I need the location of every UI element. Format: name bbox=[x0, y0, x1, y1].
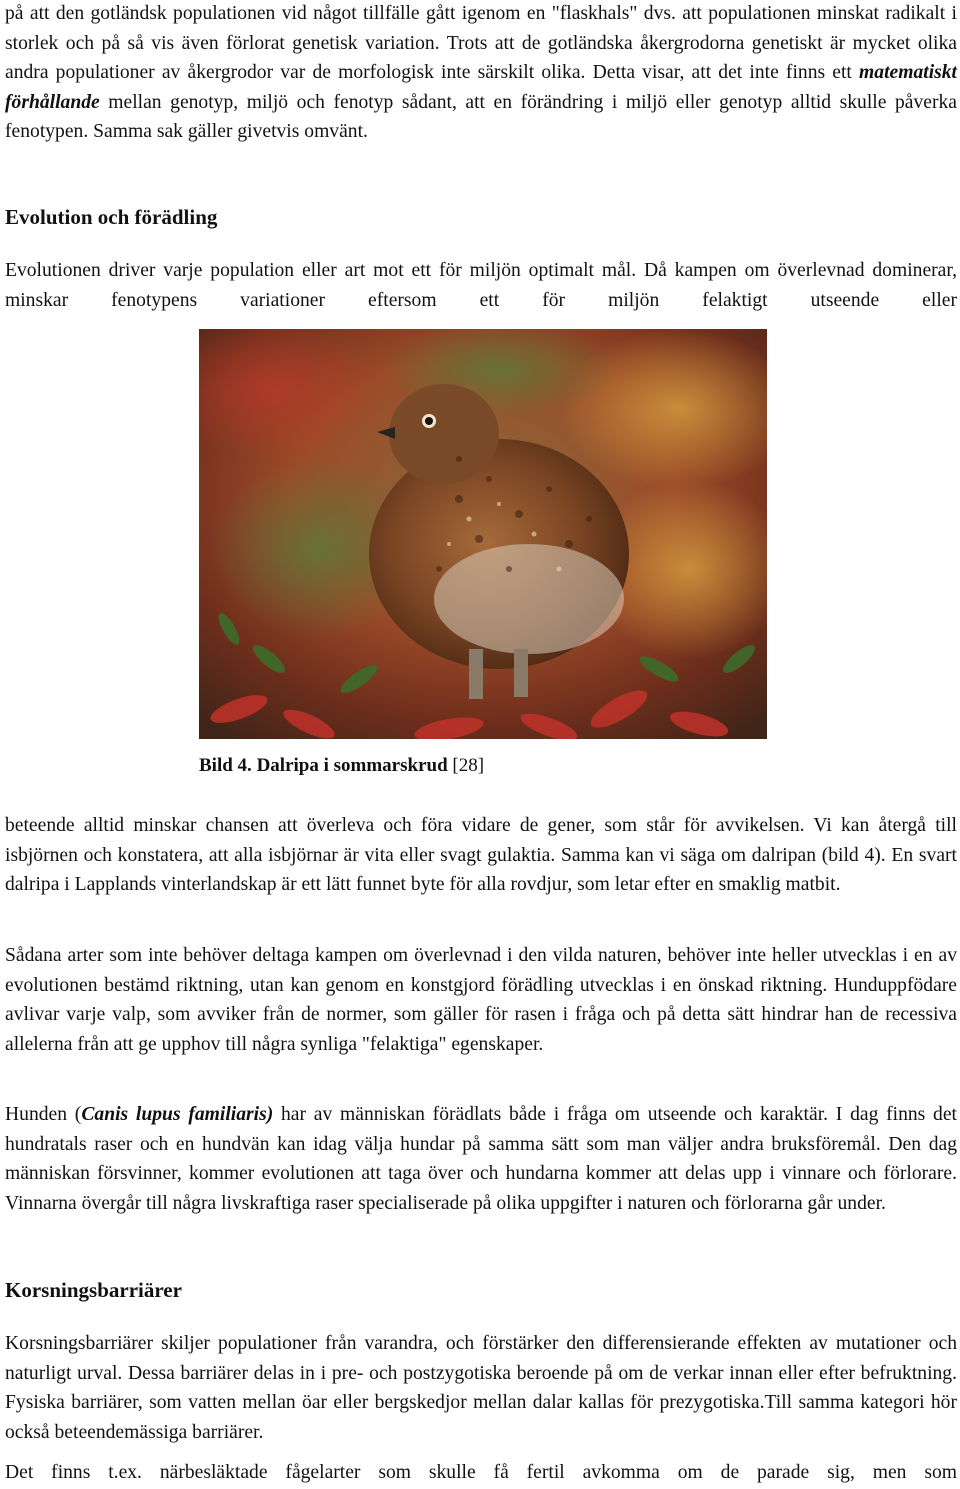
ptarmigan-photo-icon bbox=[199, 329, 767, 739]
hunden-latin-name: Canis lupus familiaris) bbox=[81, 1104, 274, 1125]
heading-evolution: Evolution och förädling bbox=[5, 205, 218, 229]
figure-caption bbox=[199, 753, 484, 779]
heading-korsningsbarriarer: Korsningsbarriärer bbox=[5, 1278, 182, 1302]
caption-label: Bild 4. bbox=[199, 755, 252, 776]
evolution-paragraph-continued: beteende alltid minskar chansen att överleva och föra vidare de gener, som står för avvikelsen. Vi kan återgå till isbjörnen och konstatera, att alla isbjörnar är vita eller svagt gulaktia. Samma kan vi säga om dalripan (bild 4). En svart dalripa i Lapplands vinterlandskap är ett lätt funnet byte för alla rovdjur, som letar efter en smaklig matbit. bbox=[5, 815, 957, 895]
final-line-paragraph: Det finns t.ex. närbesläktade fågelarter som skulle få fertil avkomma om de parade sig, men som bbox=[5, 1462, 957, 1483]
intro-emphasis: matematiskt förhållande bbox=[5, 62, 957, 113]
korsning-paragraph: Korsningsbarriärer skiljer populationer från varandra, och förstärker den differensierande effekten av mutationer och naturligt urval. Dessa barriärer delas in i pre- och postzygotiska beroende på om de verkar innan eller efter befruktning. Fysiska barriärer, som vatten mellan öar eller bergskedjor mellan dalar kallas för prezygotiska.Till samma kategori hör också beteendemässiga barriärer. bbox=[5, 1333, 957, 1443]
sadana-paragraph: Sådana arter som inte behöver deltaga kampen om överlevnad i den vilda naturen, behöver inte heller utvecklas i en av evolutionen bestämd riktning, utan kan genom en konstgjord förädling utvecklas i en önskad riktning. Hunduppfödare avlivar varje valp, som avviker från de normer, som gäller för rasen i fråga och på detta sätt hindrar han de recessiva allelerna från att ge upphov till några synliga "felaktiga" egenskaper. bbox=[5, 945, 957, 1055]
caption-reference: [28] bbox=[452, 755, 485, 776]
caption-text: Dalripa i sommarskrud bbox=[256, 755, 448, 776]
intro-paragraph bbox=[5, 0, 957, 147]
hunden-text-after: har av människan förädlats både i fråga om utseende och karaktär. I dag finns det hundratals raser och en hundvän kan idag välja hundar på samma sätt som man väljer andra bruksföremål. Den dag människan försvinner, kommer evolutionen att taga över och hundarna kommer att delas upp i vinnare och förlorare. Vinnarna övergår till några livskraftiga raser specialiserade på olika uppgifter i naturen och förlorarna går under. bbox=[5, 1104, 957, 1214]
intro-text-after: mellan genotyp, miljö och fenotyp sådant, att en förändring i miljö eller genotyp alltid skulle påverka fenotypen. Samma sak gäller givetvis omvänt. bbox=[5, 91, 957, 142]
figure-ptarmigan bbox=[199, 329, 767, 739]
evolution-paragraph-start: Evolutionen driver varje population eller art mot ett för miljön optimalt mål. Då kampen om överlevnad dominerar, minskar fenotypens variationer eftersom ett för miljön felaktigt utseende eller bbox=[5, 260, 957, 311]
intro-text-before: på att den gotländsk populationen vid något tillfälle gått igenom en "flaskhals" dvs. att populationen minskat radikalt i storlek och på så vis även förlorat genetisk variation. Trots att de gotländska åkergrodorna genetiskt är mycket olika andra populationer av åkergrodor var de morfologisk inte särskilt olika. Detta visar, att det inte finns ett bbox=[5, 3, 957, 83]
hunden-text-before: Hunden ( bbox=[5, 1104, 82, 1125]
hunden-paragraph bbox=[5, 1100, 957, 1218]
